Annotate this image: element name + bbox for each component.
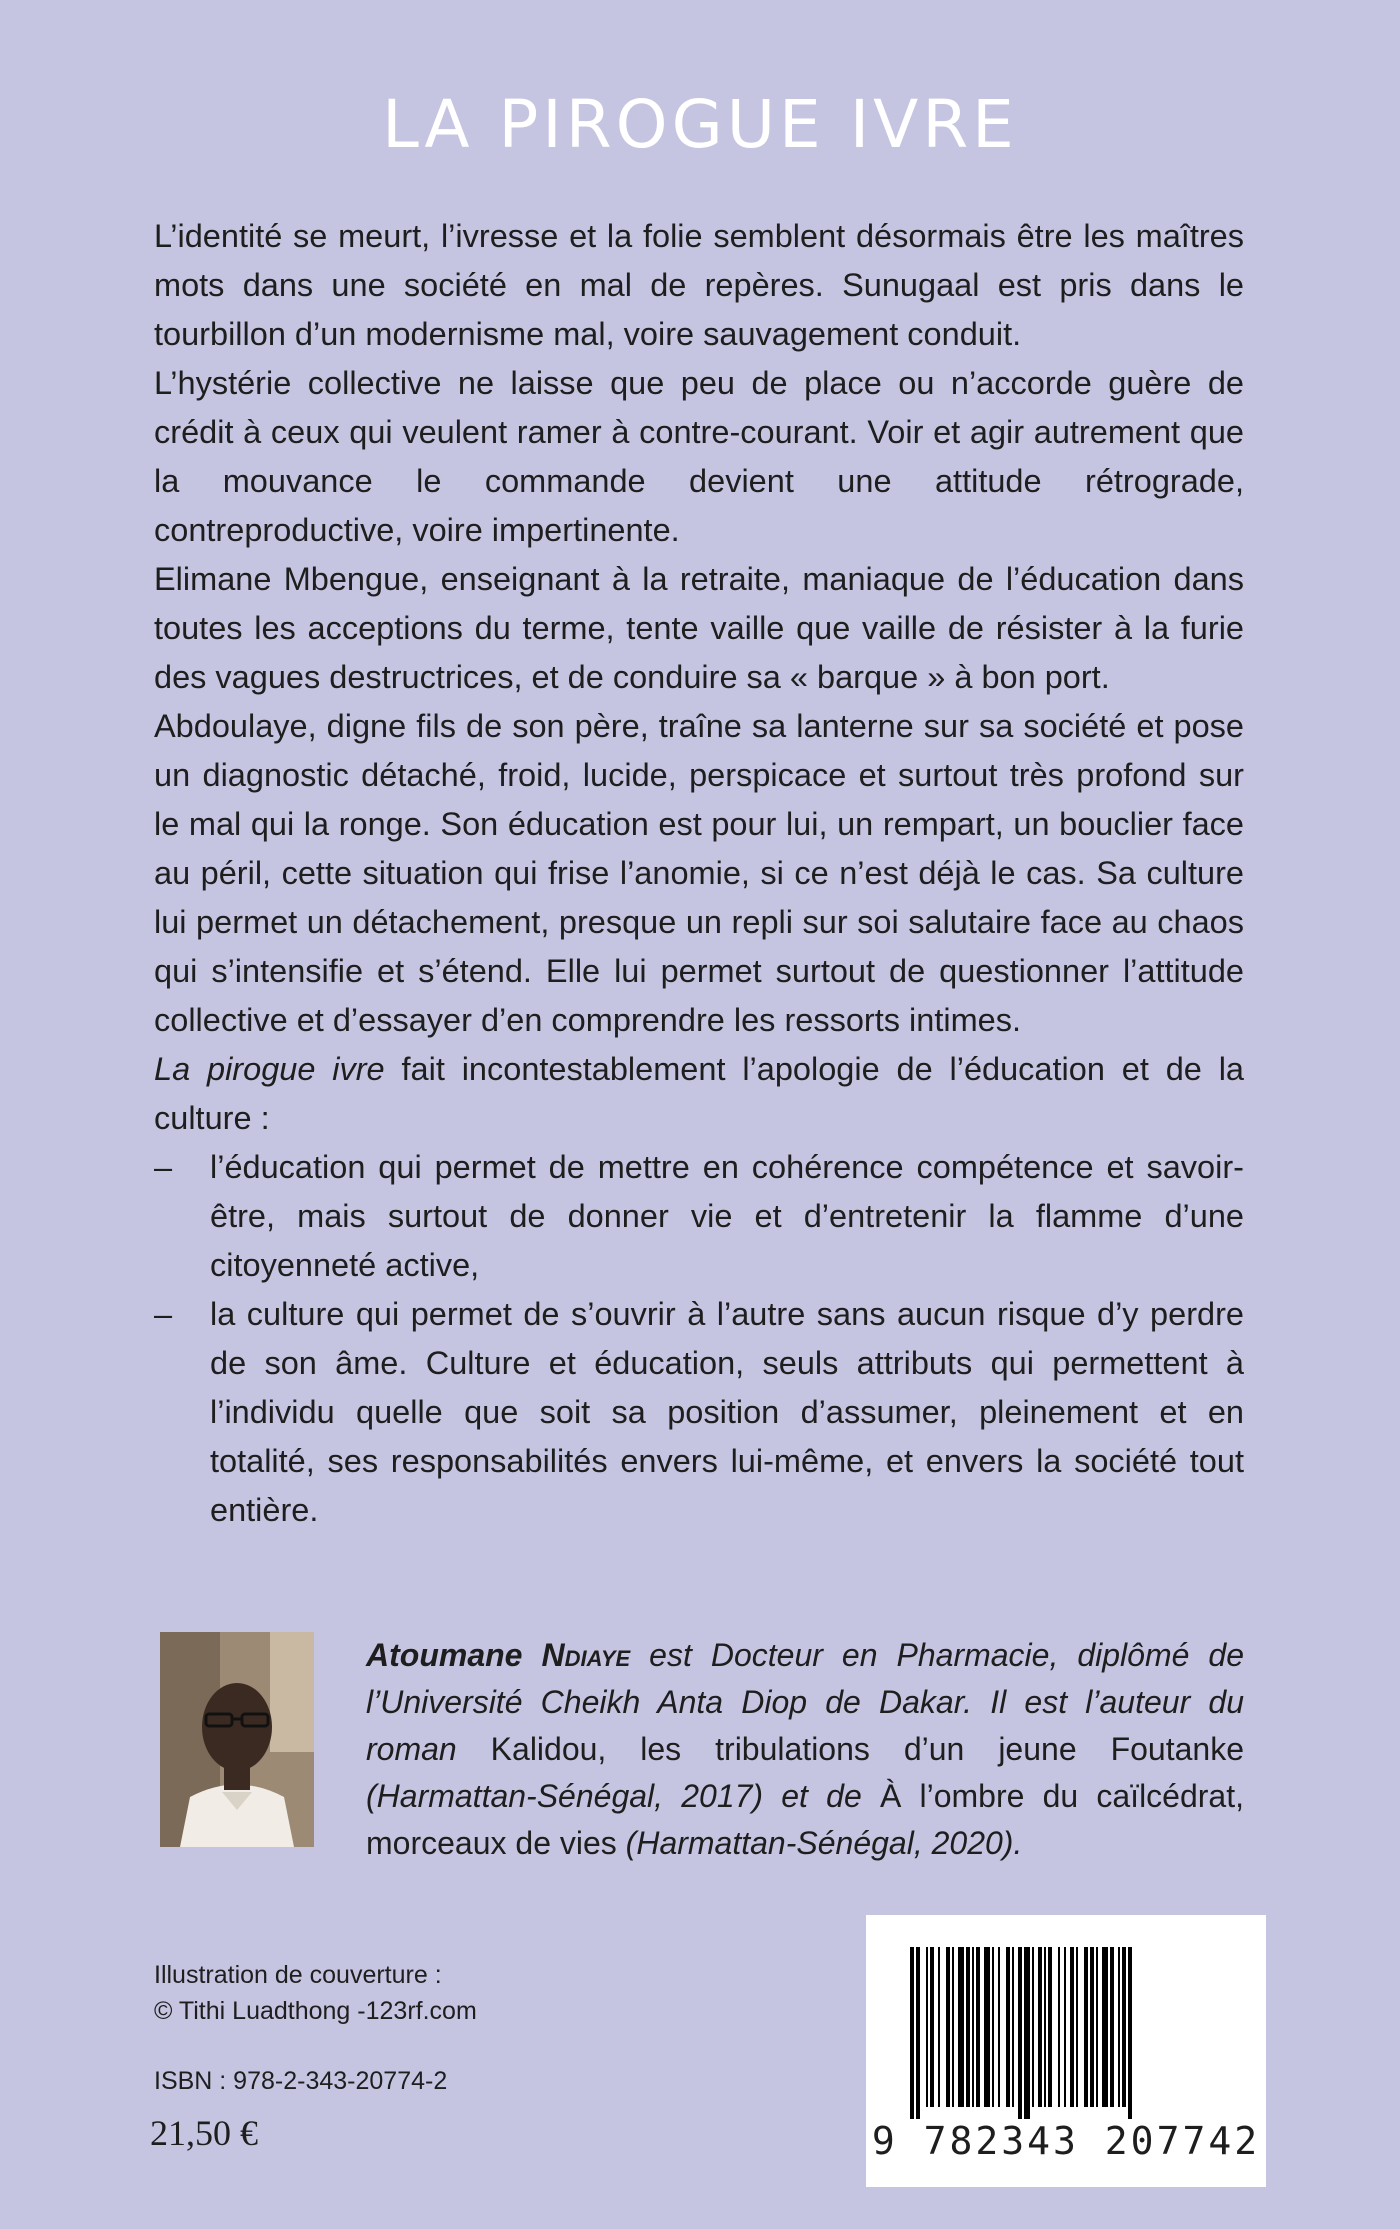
- barcode-bar: [1048, 1947, 1052, 2107]
- author-bio-text-2: (Harmattan-Sénégal, 2017) et de: [366, 1778, 880, 1814]
- barcode-bar: [992, 1947, 994, 2107]
- barcode-bar: [1064, 1947, 1066, 2107]
- back-cover-summary: [154, 212, 1244, 1535]
- author-bio-text-1: est Docteur en Pharmacie, diplômé de l’Université Cheikh Anta Diop de Dakar. Il est l’auteur du roman: [366, 1637, 1244, 1767]
- barcode-bar: [910, 1947, 914, 2119]
- barcode-bar: [952, 1947, 954, 2107]
- price-label: 21,50 €: [150, 2113, 258, 2153]
- barcode-bar: [1090, 1947, 1094, 2107]
- barcode-bar: [958, 1947, 964, 2107]
- summary-paragraph-5-text: fait incontestablement l’apologie de l’éducation et de la culture :: [154, 1051, 1244, 1136]
- summary-paragraph-1: L’identité se meurt, l’ivresse et la folie semblent désormais être les maîtres mots dans une société en mal de repères. Sunugaal est pris dans le tourbillon d’un modernisme mal, voire sauvagement conduit.: [154, 218, 1244, 352]
- barcode-bar: [1096, 1947, 1098, 2107]
- barcode-bar: [1102, 1947, 1108, 2107]
- barcode-bar: [1070, 1947, 1074, 2107]
- book-title: LA PIROGUE IVRE: [382, 86, 1018, 163]
- barcode-bar: [1032, 1947, 1034, 2107]
- summary-paragraph-2: L’hystérie collective ne laisse que peu de place ou n’accorde guère de crédit à ceux qui veulent ramer à contre-courant. Voir et agir autrement que la mouvance le commande devient une attitude rétrograde, contreproductive, voire impertinente.: [154, 365, 1244, 548]
- bullet-dash: –: [154, 1296, 173, 1332]
- list-item: [154, 1143, 1244, 1290]
- author-book-1: Kalidou, les tribulations d’un jeune Foutanke: [490, 1731, 1245, 1767]
- barcode-bars: [906, 1947, 1226, 2119]
- barcode-bar: [1006, 1947, 1010, 2107]
- barcode-bar: [916, 1947, 920, 2119]
- list-item-text: la culture qui permet de s’ouvrir à l’autre sans aucun risque d’y perdre de son âme. Culture et éducation, seuls attributs qui permettent à l’individu quelle que soit sa position d’assumer, pleinement et en totalité, ses responsabilités envers lui-même, et envers la société tout entière.: [210, 1296, 1244, 1528]
- barcode: [866, 1915, 1266, 2187]
- barcode-bar: [1024, 1947, 1030, 2119]
- barcode-bar: [1058, 1947, 1060, 2107]
- summary-paragraph-3: Elimane Mbengue, enseignant à la retraite, maniaque de l’éducation dans toutes les acceptions du terme, tente vaille que vaille de résister à la furie des vagues destructrices, et de conduire sa « barque » à bon port.: [154, 561, 1244, 695]
- barcode-bar: [976, 1947, 980, 2107]
- barcode-bar: [926, 1947, 928, 2107]
- barcode-bar: [998, 1947, 1000, 2107]
- barcode-bar: [1128, 1947, 1132, 2119]
- credits-line-1: Illustration de couverture :: [154, 1961, 442, 1989]
- barcode-bar: [972, 1947, 974, 2107]
- book-title-italic: La pirogue ivre: [154, 1051, 385, 1087]
- barcode-bar: [1122, 1947, 1126, 2107]
- author-bio-text-3: (Harmattan-Sénégal, 2020).: [616, 1825, 1023, 1861]
- barcode-bar: [1018, 1947, 1022, 2119]
- author-portrait-illustration: [160, 1632, 314, 1847]
- barcode-bar: [1084, 1947, 1088, 2107]
- barcode-number: 9 782343 207742: [871, 2119, 1261, 2163]
- bullet-dash: –: [154, 1149, 173, 1185]
- author-bio: [366, 1632, 1244, 1867]
- barcode-bar: [1110, 1947, 1114, 2107]
- author-first-name: Atoumane: [366, 1637, 523, 1673]
- bullet-list: [154, 1143, 1244, 1535]
- summary-paragraph-5: [154, 1045, 1244, 1143]
- summary-paragraph-4: Abdoulaye, digne fils de son père, traîne sa lanterne sur sa société et pose un diagnostic détaché, froid, lucide, perspicace et surtout très profond sur le mal qui la ronge. Son éducation est pour lui, un rempart, un bouclier face au péril, cette situation qui frise l’anomie, si ce n’est déjà le cas. Sa culture lui permet un détachement, presque un repli sur soi salutaire face au chaos qui s’intensifie et s’étend. Elle lui permet surtout de questionner l’attitude collective et d’essayer d’en comprendre les ressorts intimes.: [154, 708, 1244, 1038]
- author-photo: [160, 1632, 314, 1847]
- cover-credits: [154, 1957, 477, 2029]
- barcode-bar: [930, 1947, 934, 2107]
- barcode-bar: [1044, 1947, 1046, 2107]
- barcode-bar: [946, 1947, 950, 2107]
- barcode-bar: [1012, 1947, 1014, 2107]
- barcode-bar: [1038, 1947, 1042, 2107]
- barcode-bar: [984, 1947, 990, 2107]
- isbn-label: ISBN : 978-2-343-20774-2: [154, 2067, 448, 2095]
- barcode-bar: [1076, 1947, 1078, 2107]
- author-last-name: Ndiaye: [541, 1637, 631, 1673]
- barcode-bar: [1118, 1947, 1120, 2107]
- author-book-2: À l’ombre du caïlcédrat, morceaux de vies: [366, 1778, 1245, 1861]
- list-item: [154, 1290, 1244, 1535]
- barcode-bar: [966, 1947, 970, 2107]
- list-item-text: l’éducation qui permet de mettre en cohérence compétence et savoir-être, mais surtout de donner vie et d’entretenir la flamme d’une citoyenneté active,: [210, 1149, 1244, 1283]
- barcode-bar: [938, 1947, 940, 2107]
- credits-line-2: © Tithi Luadthong -123rf.com: [154, 1997, 477, 2025]
